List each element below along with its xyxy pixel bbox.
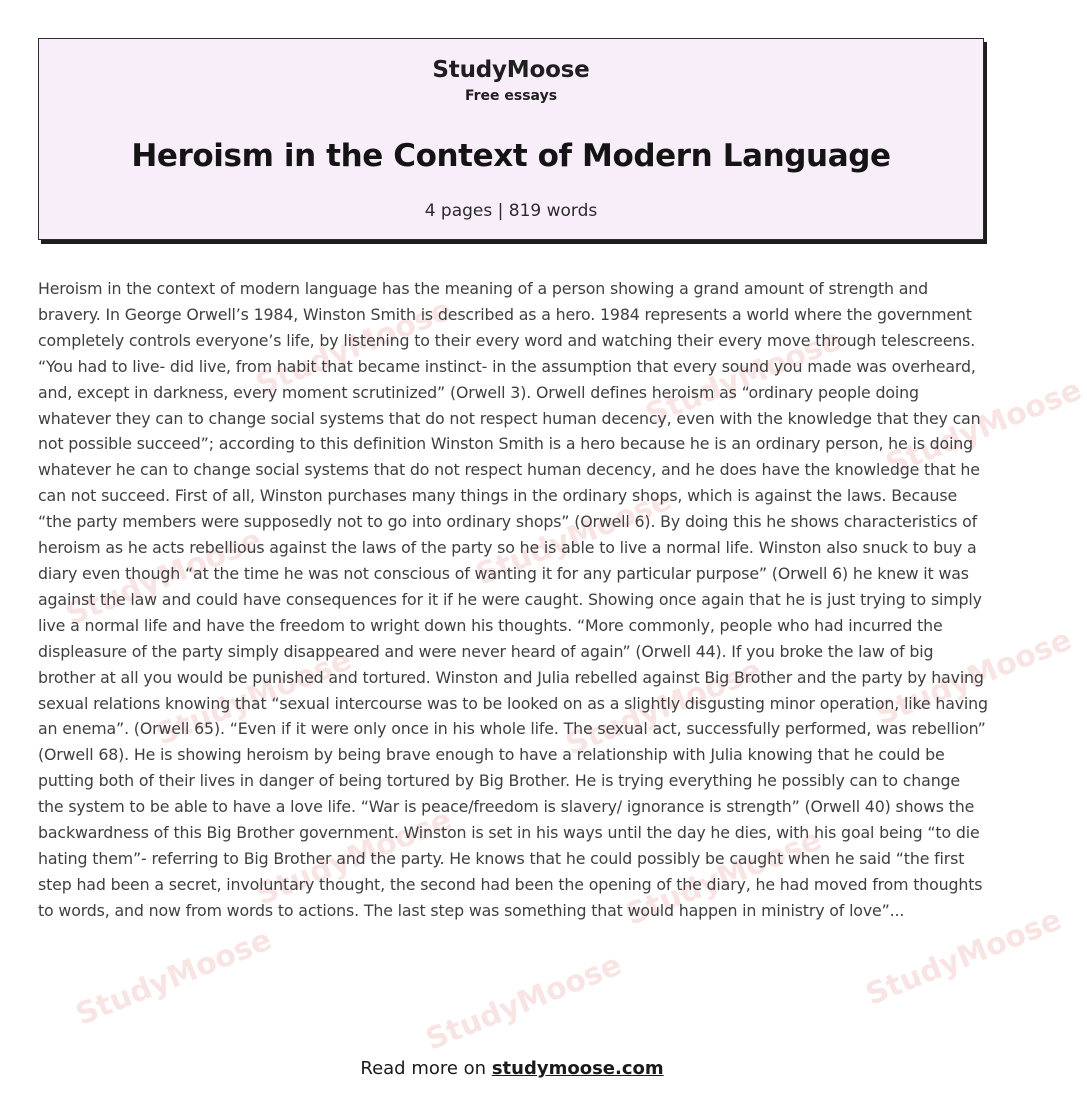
read-more-label: Read more on xyxy=(360,1058,492,1079)
watermark: StudyMoose xyxy=(61,522,267,633)
watermark: StudyMoose xyxy=(151,642,357,753)
watermark: StudyMoose xyxy=(561,652,767,763)
essay-body: Heroism in the context of modern language has the meaning of a person showing a grand amount of strength and bravery. In George Orwell’s 1984, Winston Smith is described as a hero. 1984 represents a world where the government completely controls everyone’s life, by listening to their every word and watching their every move through telescreens. “You had to live- did live, from habit that became instinct- in the assumption that every sound you made was overheard, and, except in darkness, every moment scrutinized” (Orwell 3). Orwell defines heroism as “ordinary people doing whatever they can to change social systems that do not respect human decency, even with the knowledge that they can not possible succeed”; according to this definition Winston Smith is a hero because he is an ordinary person, he is doing whatever he can to change social systems that do not respect human decency, and he does have the knowledge that he can not succeed. First of all, Winston purchases many things in the ordinary shops, which is against the laws. Because “the party members were supposedly not to go into ordinary shops” (Orwell 6). By doing this he shows characteristics of heroism as he acts rebellious against the laws of the party so he is able to live a normal life. Winston also snuck to buy a diary even though “at the time he was not conscious of wanting it for any particular purpose” (Orwell 6) he knew it was against the law and could have consequences for it if he were caught. Showing once again that he is just trying to simply live a normal life and have the freedom to wright down his thoughts. “More commonly, people who had incurred the displeasure of the party simply disappeared and were never heard of again” (Orwell 44). If you broke the law of big brother at all you would be punished and tortured. Winston and Julia rebelled against Big Brother and the party by having sexual relations knowing that “sexual intercourse was to be looked on as a slightly disgusting minor operation, like having an enema”. (Orwell 65). “Even if it were only once in his whole life. The sexual act, successfully performed, was rebellion” (Orwell 68). He is showing heroism by being brave enough to have a relationship with Julia knowing that he could be putting both of their lives in danger of being tortured by Big Brother. He is trying everything he possibly can to change the system to be able to have a love life. “War is peace/freedom is slavery/ ignorance is strength” (Orwell 40) shows the backwardness of this Big Brother government. Winston is set in his ways until the day he dies, with his goal being “to die hating them”- referring to Big Brother and the party. He knows that he could possibly be caught when he said “the first step had been a secret, involuntary thought, the second had been the opening of the diary, he had moved from thoughts to words, and now from words to actions. The last step was something that would happen in ministry of love”... xyxy=(38,279,988,920)
brand-tagline: Free essays xyxy=(464,88,558,104)
brand-logo[interactable]: StudyMoose xyxy=(432,57,590,83)
watermark: StudyMoose xyxy=(421,947,627,1058)
essay-header xyxy=(38,38,984,240)
watermark: StudyMoose xyxy=(881,372,1087,483)
studymoose-link[interactable]: studymoose.com xyxy=(491,1058,664,1079)
watermark: StudyMoose xyxy=(471,482,677,593)
watermark: StudyMoose xyxy=(251,802,457,913)
watermark: StudyMoose xyxy=(871,622,1077,733)
page-title: Heroism in the Context of Modern Language xyxy=(131,138,891,174)
watermark: StudyMoose xyxy=(641,322,847,433)
watermark: StudyMoose xyxy=(621,822,827,933)
watermark: StudyMoose xyxy=(251,292,457,403)
watermark: StudyMoose xyxy=(861,902,1067,1013)
read-more-footer xyxy=(0,1057,1024,1081)
watermark: StudyMoose xyxy=(71,922,277,1033)
essay-meta: 4 pages | 819 words xyxy=(424,201,598,221)
